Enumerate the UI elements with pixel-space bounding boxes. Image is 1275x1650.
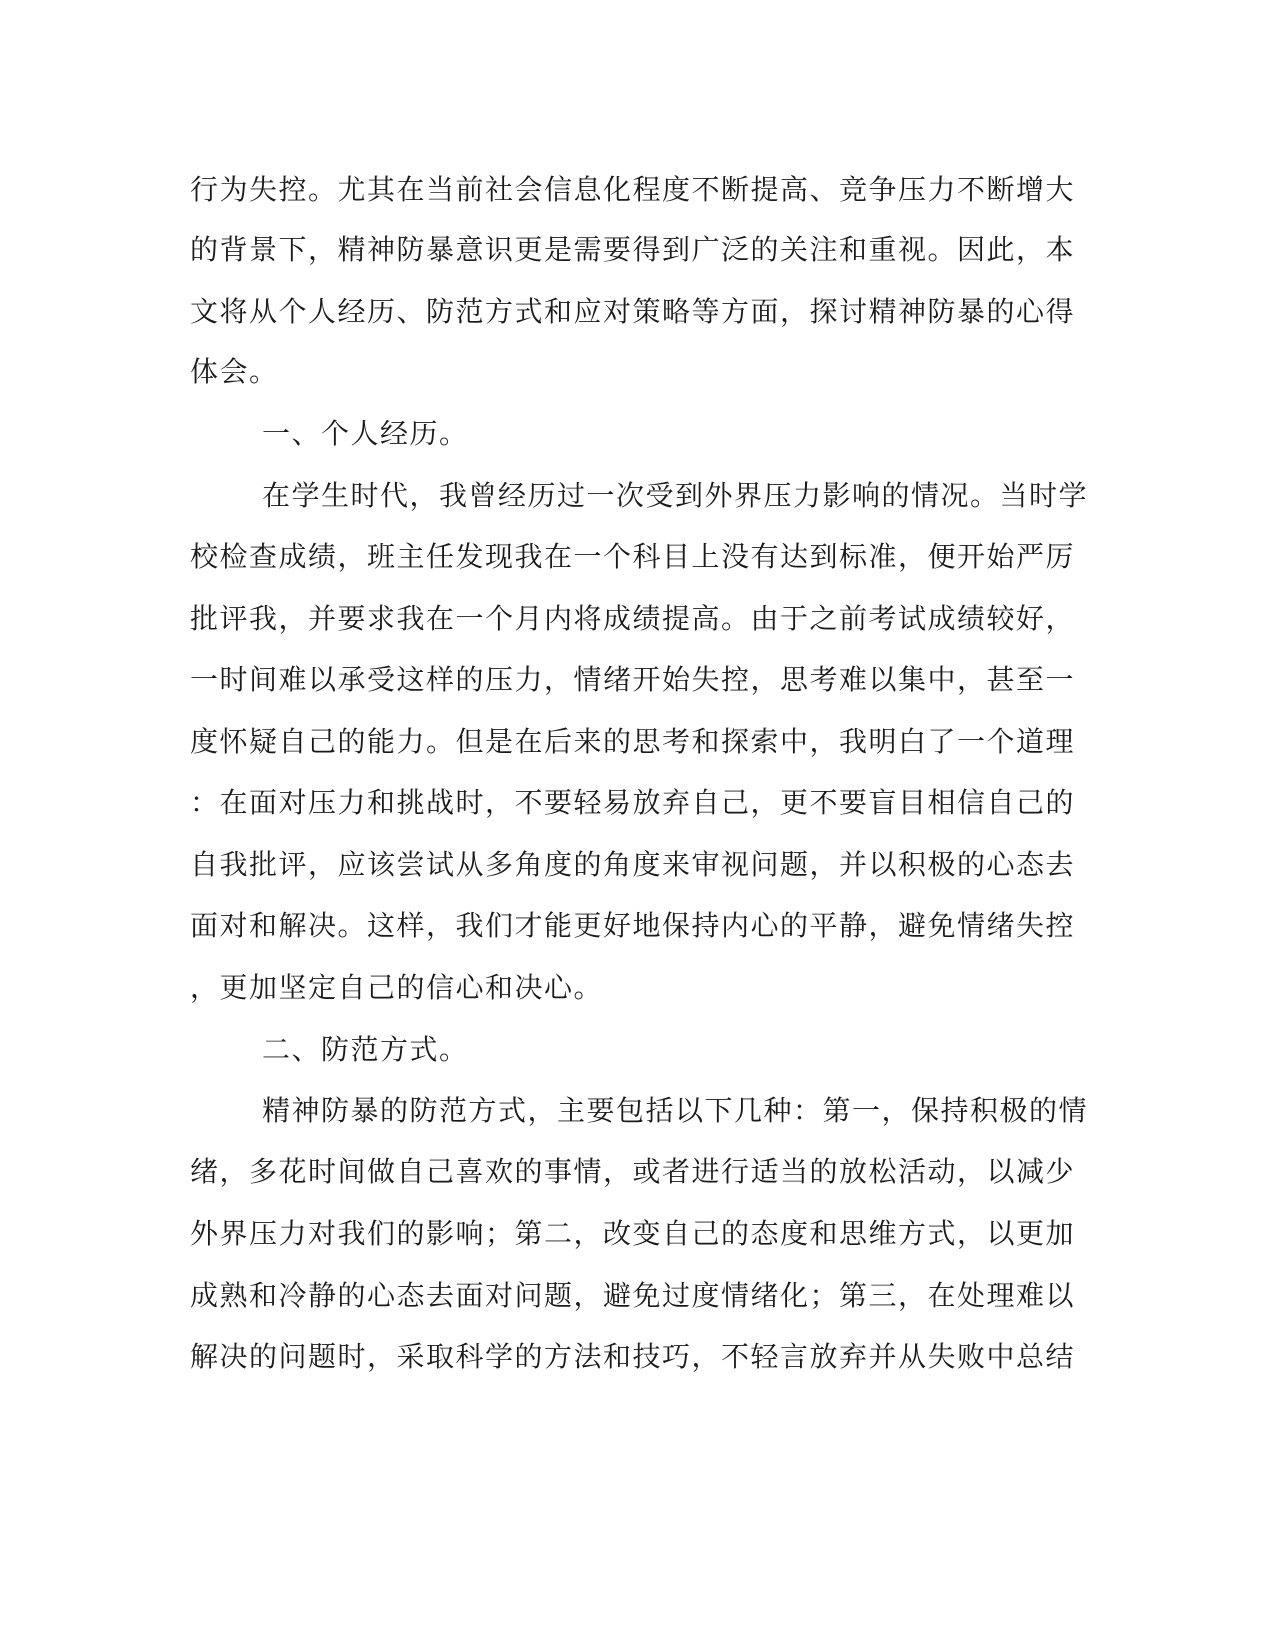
paragraph-line: 的背景下，精神防暴意识更是需要得到广泛的关注和重视。因此，本: [190, 233, 1076, 266]
paragraph-line: 文将从个人经历、防范方式和应对策略等方面，探讨精神防暴的心得: [190, 295, 1076, 328]
paragraph-line: 体会。: [190, 355, 279, 388]
paragraph-line: 解决的问题时，采取科学的方法和技巧，不轻言放弃并从失败中总结: [190, 1340, 1076, 1373]
paragraph-line: 行为失控。尤其在当前社会信息化程度不断提高、竞争压力不断增大: [190, 173, 1076, 206]
paragraph-line: ：在面对压力和挑战时，不要轻易放弃自己，更不要盲目相信自己的: [190, 786, 1076, 819]
paragraph-line: 自我批评，应该尝试从多角度的角度来审视问题，并以积极的心态去: [190, 848, 1076, 881]
paragraph-line: 面对和解决。这样，我们才能更好地保持内心的平静，避免情绪失控: [190, 909, 1076, 942]
paragraph-line: 度怀疑自己的能力。但是在后来的思考和探索中，我明白了一个道理: [190, 725, 1076, 758]
paragraph-line: 绪，多花时间做自己喜欢的事情，或者进行适当的放松活动，以减少: [190, 1155, 1076, 1188]
paragraph-line: 一时间难以承受这样的压力，情绪开始失控，思考难以集中，甚至一: [190, 663, 1076, 696]
paragraph-line: 成熟和冷静的心态去面对问题，避免过度情绪化；第三，在处理难以: [190, 1279, 1076, 1312]
paragraph-line: 外界压力对我们的影响；第二，改变自己的态度和思维方式，以更加: [190, 1217, 1076, 1250]
section-heading: 二、防范方式。: [262, 1033, 469, 1066]
paragraph-line: 精神防暴的防范方式，主要包括以下几种：第一，保持积极的情: [262, 1094, 1089, 1127]
paragraph-line: 在学生时代，我曾经历过一次受到外界压力影响的情况。当时学: [262, 479, 1089, 512]
paragraph-line: 校检查成绩，班主任发现我在一个科目上没有达到标准，便开始严厉: [190, 540, 1076, 573]
paragraph-line: 批评我，并要求我在一个月内将成绩提高。由于之前考试成绩较好，: [190, 602, 1076, 635]
paragraph-line: ，更加坚定自己的信心和决心。: [190, 971, 604, 1004]
section-heading: 一、个人经历。: [262, 417, 469, 450]
